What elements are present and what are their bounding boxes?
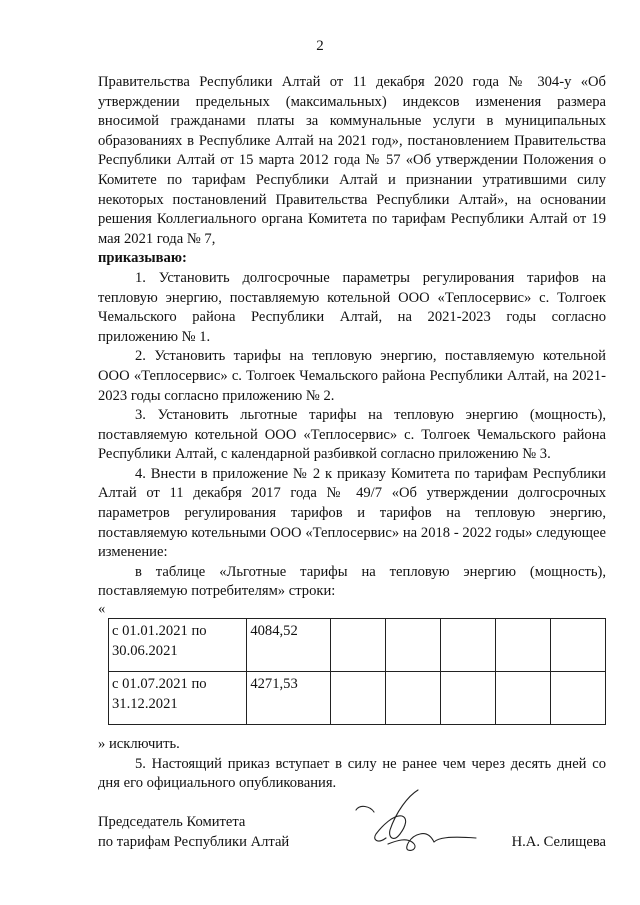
table-cell-empty [440,672,495,725]
order-word: приказываю: [98,250,187,267]
signer-name: Н.А. Селищева [511,834,606,850]
table-cell-value: 4271,53 [247,672,331,725]
table-cell-empty [331,619,385,672]
item-1: 1. Установить долгосрочные параметры регулирования тарифов на тепловую энергию, поставляемую котельной ООО «Теплосервис» с. Толгоек Чемальского района Республики Алтай, на 2021-2023 годы согласно приложению № 1. [98,269,606,345]
table-row [109,672,606,725]
signer-title-line-2: по тарифам Республики Алтай [98,834,290,850]
item-4: 4. Внести в приложение № 2 к приказу Комитета по тарифам Республики Алтай от 11 декабря 2017 года № 49/7 «Об утверждении долгосрочных параметров регулирования тарифов и тарифов на тепловую энергию, поставляемую котельными ООО «Теплосервис» на 2018 - 2022 годы» следующее изменение: [98,465,606,561]
table-cell-empty [550,672,605,725]
signer-title [98,812,289,852]
table-row [109,619,606,672]
document-body [98,73,606,794]
table-cell-empty [385,672,440,725]
item-5: 5. Настоящий приказ вступает в силу не ранее чем через десять дней со дня его официального опубликования. [98,755,606,792]
quote-open: « [98,601,106,618]
table-cell-value: 4084,52 [247,619,331,672]
table-cell-empty [550,619,605,672]
table-cell-empty [331,672,385,725]
signer-title-line-1: Председатель Комитета [98,814,246,830]
table-cell-empty [385,619,440,672]
intro-paragraph: Правительства Республики Алтай от 11 декабря 2020 года № 304-у «Об утверждении предельных (максимальных) индексов изменения размера вносимой гражданами платы за коммунальные услуги в муниципальных образованиях в Республике Алтай на 2021 год», постановлением Правительства Республики Алтай от 15 марта 2012 года № 57 «Об утверждении Положения о Комитете по тарифам Республики Алтай и признании утратившими силу некоторых постановлений Правительства Республики Алтай», на основании решения Коллегиального органа Комитета по тарифам Республики Алтай от 19 мая 2021 года № 7, [98,74,606,247]
table-cell-empty [495,619,550,672]
table-cell-period: с 01.01.2021 по 30.06.2021 [109,619,247,672]
tariff-table [108,618,606,725]
item-4-subtext: в таблице «Льготные тарифы на тепловую энергию (мощность), поставляемую потребителям» строки: [98,563,606,600]
table-cell-period: с 01.07.2021 по 31.12.2021 [109,672,247,725]
after-table-text: » исключить. [98,736,180,753]
table-cell-empty [495,672,550,725]
page-number: 2 [316,38,324,54]
signature-image [348,782,478,862]
table-cell-empty [440,619,495,672]
item-3: 3. Установить льготные тарифы на тепловую энергию (мощность), поставляемую котельной ООО «Теплосервис» с. Толгоек Чемальского района Республики Алтай, с календарной разбивкой согласно приложению № 3. [98,407,606,463]
item-2: 2. Установить тарифы на тепловую энергию, поставляемую котельной ООО «Теплосервис» с. Толгоек Чемальского района Республики Алтай, на 2021-2023 годы согласно приложению № 2. [98,348,606,404]
